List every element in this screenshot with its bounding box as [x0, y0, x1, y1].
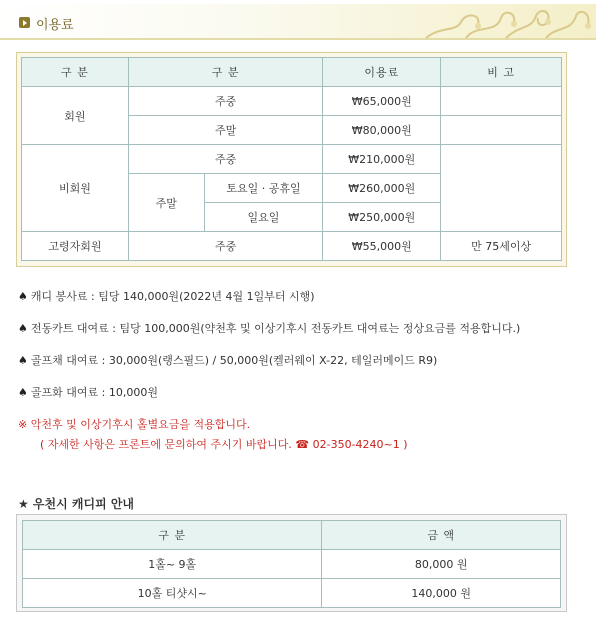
caddie-table-frame — [16, 514, 567, 612]
table-row — [22, 145, 562, 174]
spade-icon: ♠ — [18, 354, 28, 367]
table-row — [23, 579, 561, 608]
senior-label: 고령자회원 — [22, 232, 129, 261]
nonmember-label: 비회원 — [22, 145, 129, 232]
note-cell — [441, 116, 562, 145]
period-cell: 주중 — [128, 145, 323, 174]
header-category: 구 분 — [22, 58, 129, 87]
header-category: 구 분 — [23, 521, 322, 550]
contact-notice: ( 자세한 사항은 프론트에 문의하여 주시기 바랍니다. ☎ 02-350-4240~1 ) — [40, 438, 408, 451]
spade-icon: ♠ — [18, 386, 28, 399]
period-cell: 주중 — [128, 232, 323, 261]
period-cell: 주중 — [128, 87, 323, 116]
table-row — [22, 87, 562, 116]
spade-icon: ♠ — [18, 322, 28, 335]
note-cell: 만 75세이상 — [441, 232, 562, 261]
amount-cell: 80,000 원 — [322, 550, 561, 579]
fee-cell: ₩210,000원 — [323, 145, 441, 174]
note-cell — [441, 145, 562, 232]
header-fee: 이용료 — [323, 58, 441, 87]
ornament-flourish-icon — [406, 4, 596, 40]
note-shoes-fee: ♠ 골프화 대여료 : 10,000원 — [18, 386, 158, 399]
day-cell: 토요일 · 공휴일 — [204, 174, 323, 203]
header-amount: 금 액 — [322, 521, 561, 550]
fee-cell: ₩250,000원 — [323, 203, 441, 232]
day-cell: 일요일 — [204, 203, 323, 232]
header-subcategory: 구 분 — [128, 58, 323, 87]
amount-cell: 140,000 원 — [322, 579, 561, 608]
spade-icon: ♠ — [18, 290, 28, 303]
weather-warning: ※ 악천후 및 이상기후시 홀별요금을 적용합니다. — [18, 418, 251, 431]
fee-cell: ₩260,000원 — [323, 174, 441, 203]
caddie-section-title: ★ 우천시 캐디피 안내 — [18, 497, 135, 511]
table-header-row — [22, 58, 562, 87]
period-cell: 주말 — [128, 116, 323, 145]
note-cell — [441, 87, 562, 116]
note-cart-fee: ♠ 전동카트 대여료 : 팀당 100,000원(약천후 및 이상기후시 전동카트 대여료는 정상요금를 적용합니다.) — [18, 322, 521, 335]
table-row — [22, 232, 562, 261]
fee-cell: ₩55,000원 — [323, 232, 441, 261]
table-header-row — [23, 521, 561, 550]
fee-cell: ₩65,000원 — [323, 87, 441, 116]
section-title: 이용료 — [36, 18, 74, 33]
holes-cell: 10홀 티샷시~ — [23, 579, 322, 608]
table-row — [23, 550, 561, 579]
fee-cell: ₩80,000원 — [323, 116, 441, 145]
member-label: 회원 — [22, 87, 129, 145]
play-bullet-icon — [19, 17, 30, 28]
header-note: 비 고 — [441, 58, 562, 87]
holes-cell: 1홀~ 9홀 — [23, 550, 322, 579]
note-club-fee: ♠ 골프채 대여료 : 30,000원(랭스필드) / 50,000원(켈러웨이 X-22, 테일러메이드 R9) — [18, 354, 438, 367]
fee-table — [21, 57, 562, 261]
phone-number: 02-350-4240~1 ) — [312, 438, 408, 451]
phone-icon: ☎ — [295, 438, 310, 451]
section-header — [0, 4, 596, 40]
weekend-label: 주말 — [128, 174, 204, 232]
caddie-fee-table — [22, 520, 561, 608]
fee-table-frame — [16, 52, 567, 267]
note-caddie-fee: ♠ 캐디 봉사료 : 팀당 140,000원(2022년 4월 1일부터 시행) — [18, 290, 315, 303]
